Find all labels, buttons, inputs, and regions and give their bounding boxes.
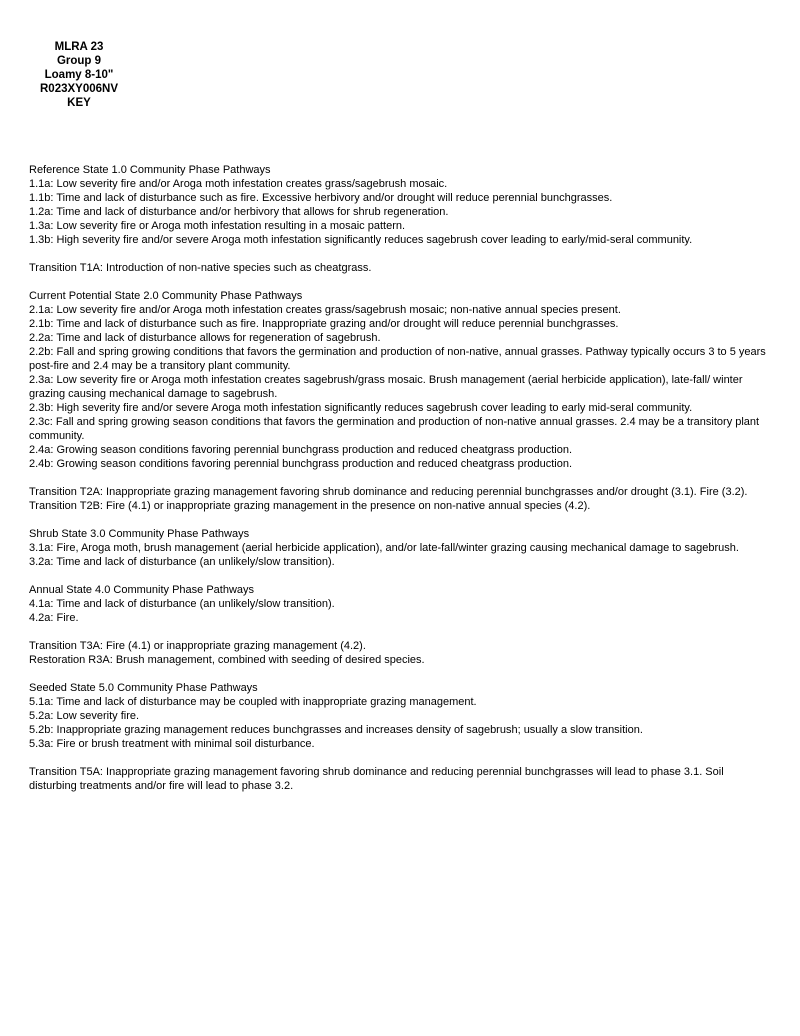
- pathway-line: 5.2b: Inappropriate grazing management reduces bunchgrasses and increases density of sagebrush; usually a slow transition.: [29, 724, 643, 736]
- pathway-line: 2.3a: Low severity fire or Aroga moth infestation creates sagebrush/grass mosaic. Brush management (aerial herbicide application), late-fall/ winter grazing causing mechanical damage to sagebrush.: [29, 374, 743, 400]
- section-transitions-t2: [29, 485, 774, 513]
- pathway-line: 5.1a: Time and lack of disturbance may be coupled with inappropriate grazing management.: [29, 696, 477, 708]
- transition-line: Transition T5A: Inappropriate grazing management favoring shrub dominance and reducing perennial bunchgrasses will lead to phase 3.1. Soil disturbing treatments and/or fire will lead to phase 3.2.: [29, 766, 724, 792]
- pathway-line: 3.1a: Fire, Aroga moth, brush management (aerial herbicide application), and/or late-fall/winter grazing causing mechanical damage to sagebrush.: [29, 542, 739, 554]
- header-site-name: Loamy 8-10": [44, 69, 114, 81]
- header-mlra: MLRA 23: [54, 41, 104, 53]
- pathway-line: 2.3c: Fall and spring growing season conditions that favors the germination and production of non-native annual grasses. 2.4 may be a transitory plant community.: [29, 416, 760, 442]
- pathway-line: 1.1a: Low severity fire and/or Aroga moth infestation creates grass/sagebrush mosaic.: [29, 178, 448, 190]
- transition-line: Transition T2A: Inappropriate grazing management favoring shrub dominance and reducing perennial bunchgrasses and/or drought (3.1). Fire (3.2).: [29, 486, 748, 498]
- header-site-id: R023XY006NV: [40, 83, 118, 95]
- section-heading: Current Potential State 2.0 Community Phase Pathways: [29, 290, 303, 302]
- section-transition-t3a-restoration: [29, 639, 774, 667]
- pathway-line: 2.2a: Time and lack of disturbance allows for regeneration of sagebrush.: [29, 332, 381, 344]
- pathway-line: 1.3a: Low severity fire or Aroga moth infestation resulting in a mosaic pattern.: [29, 220, 406, 232]
- transition-line: Transition T1A: Introduction of non-native species such as cheatgrass.: [29, 262, 372, 274]
- section-heading: Reference State 1.0 Community Phase Pathways: [29, 164, 271, 176]
- pathway-line: 2.1b: Time and lack of disturbance such as fire. Inappropriate grazing and/or drought will reduce perennial bunchgrasses.: [29, 318, 619, 330]
- header-key: KEY: [67, 97, 91, 109]
- document-header: [14, 40, 144, 110]
- pathway-line: 1.2a: Time and lack of disturbance and/or herbivory that allows for shrub regeneration.: [29, 206, 449, 218]
- pathway-line: 5.3a: Fire or brush treatment with minimal soil disturbance.: [29, 738, 315, 750]
- pathway-line: 1.1b: Time and lack of disturbance such as fire. Excessive herbivory and/or drought will reduce perennial bunchgrasses.: [29, 192, 613, 204]
- transition-line: Transition T2B: Fire (4.1) or inappropriate grazing management in the presence on non-native annual species (4.2).: [29, 500, 591, 512]
- transition-line: Transition T3A: Fire (4.1) or inappropriate grazing management (4.2).: [29, 640, 366, 652]
- pathway-line: 2.1a: Low severity fire and/or Aroga moth infestation creates grass/sagebrush mosaic; non-native annual species present.: [29, 304, 621, 316]
- pathway-key-content: [29, 163, 774, 807]
- restoration-line: Restoration R3A: Brush management, combined with seeding of desired species.: [29, 654, 425, 666]
- section-reference-state: [29, 163, 774, 247]
- pathway-line: 2.2b: Fall and spring growing conditions that favors the germination and production of non-native, annual grasses. Pathway typically occurs 3 to 5 years post-fire and 2.4 may be a transitory plant community.: [29, 346, 766, 372]
- section-shrub-state: [29, 527, 774, 569]
- header-group: Group 9: [56, 55, 102, 67]
- section-seeded-state: [29, 681, 774, 751]
- section-transition-t1a: [29, 261, 774, 275]
- section-heading: Annual State 4.0 Community Phase Pathways: [29, 584, 255, 596]
- pathway-line: 5.2a: Low severity fire.: [29, 710, 140, 722]
- pathway-line: 3.2a: Time and lack of disturbance (an unlikely/slow transition).: [29, 556, 335, 568]
- section-annual-state: [29, 583, 774, 625]
- pathway-line: 2.4b: Growing season conditions favoring perennial bunchgrass production and reduced cheatgrass production.: [29, 458, 573, 470]
- section-heading: Seeded State 5.0 Community Phase Pathways: [29, 682, 258, 694]
- pathway-line: 4.1a: Time and lack of disturbance (an unlikely/slow transition).: [29, 598, 335, 610]
- pathway-line: 2.3b: High severity fire and/or severe Aroga moth infestation significantly reduces sagebrush cover leading to early mid-seral community.: [29, 402, 693, 414]
- section-heading: Shrub State 3.0 Community Phase Pathways: [29, 528, 250, 540]
- pathway-line: 2.4a: Growing season conditions favoring perennial bunchgrass production and reduced cheatgrass production.: [29, 444, 573, 456]
- pathway-line: 4.2a: Fire.: [29, 612, 79, 624]
- section-current-potential-state: [29, 289, 774, 471]
- pathway-line: 1.3b: High severity fire and/or severe Aroga moth infestation significantly reduces sagebrush cover leading to early/mid-seral community.: [29, 234, 693, 246]
- section-transition-t5a: [29, 765, 774, 793]
